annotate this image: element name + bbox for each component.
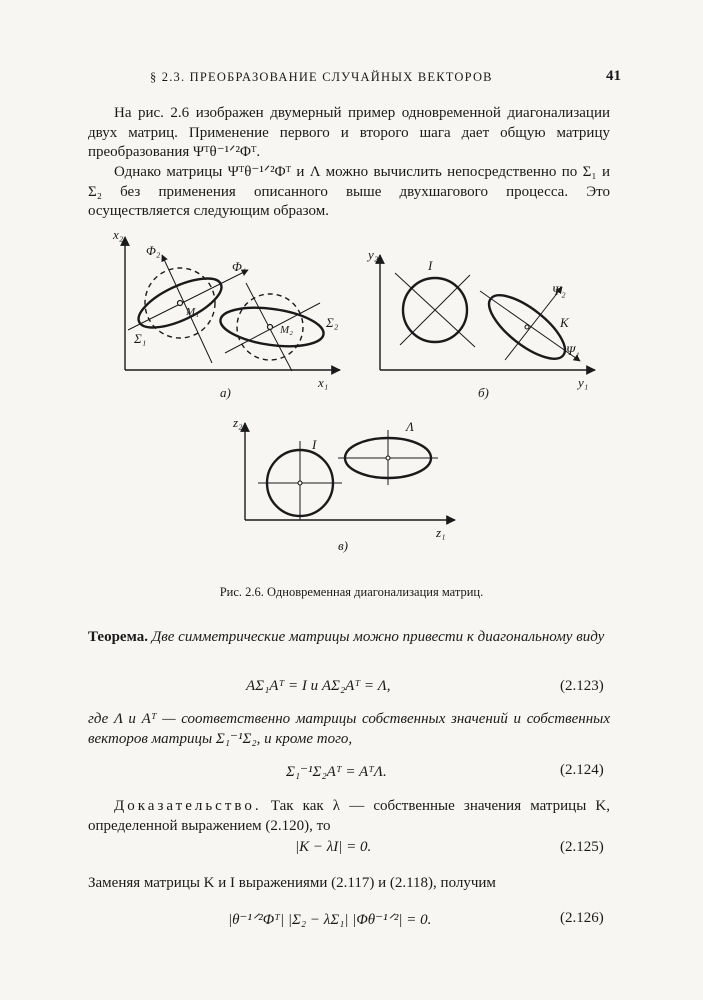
panel-b-psi2-label: Ψ₂	[552, 283, 566, 298]
theorem-text-2: где Λ и Aᵀ — соответственно матрицы собственных значений и собственных векторов матрицы Σ₁⁻¹Σ₂, и кроме того,	[88, 711, 610, 747]
panel-a-sigma2-label: Σ₂	[326, 315, 339, 330]
equation-2-124: Σ₁⁻¹Σ₂Aᵀ = AᵀΛ.	[286, 764, 387, 780]
panel-a-axis-y-label: x₂	[113, 227, 124, 242]
paragraph-2: Однако матрицы Ψᵀθ⁻¹ᐟ²Φᵀ и Λ можно вычислить непосредственно по Σ₁ и Σ₂ без применения описанного выше двухшагового процесса. Это осуществляется следующим образом.	[88, 164, 610, 219]
proof-text-1: Так как λ — собственные значения матрицы K, определенной выражением (2.120), то	[88, 798, 610, 834]
panel-b-identity-label: I	[428, 258, 433, 273]
panel-b	[380, 255, 595, 370]
equation-2-126-number: (2.126)	[560, 910, 604, 926]
panel-a-axis-x-label: x₁	[318, 375, 329, 390]
panel-b-cross-2	[400, 275, 470, 345]
panel-b-psi1-label: Ψ₁	[566, 343, 580, 358]
panel-a-label: а)	[220, 385, 231, 400]
panel-b-label: б)	[478, 385, 489, 400]
equation-2-125: |K − λI| = 0.	[295, 839, 372, 855]
panel-a-phi1-axis	[128, 270, 248, 330]
proof-intro	[88, 797, 610, 836]
theorem-text-1: Две симметрические матрицы можно привести к диагональному виду	[151, 629, 605, 645]
panel-c-axis-y-label: z₂	[233, 415, 243, 430]
panel-a-phi1-label: Φ₁	[232, 259, 247, 274]
equation-2-123: AΣ₁Aᵀ = I и AΣ₂Aᵀ = Λ,	[246, 678, 391, 694]
panel-c	[245, 423, 455, 520]
panel-b-k-label: K	[560, 315, 569, 330]
panel-c-center-1	[298, 481, 302, 485]
panel-c-center-2	[386, 456, 390, 460]
panel-a-sigma1-label: Σ₁	[134, 331, 147, 346]
figure-2-6	[0, 215, 703, 575]
panel-a-mean2-label: M₂	[280, 324, 293, 336]
panel-a-phi2-label: Φ₂	[146, 243, 161, 258]
figure-caption: Рис. 2.6. Одновременная диагонализация матриц.	[219, 585, 484, 599]
paragraph-1: На рис. 2.6 изображен двумерный пример одновременной диагонализации двух матриц. Применение первого и второго шага дает общую матрицу преобразования Ψᵀθ⁻¹ᐟ²Φᵀ.	[88, 105, 610, 160]
running-header: § 2.3. ПРЕОБРАЗОВАНИЕ СЛУЧАЙНЫХ ВЕКТОРОВ	[150, 70, 493, 84]
equation-2-124-number: (2.124)	[560, 762, 604, 778]
equation-2-125-number: (2.125)	[560, 839, 604, 855]
panel-b-axis-x-label: y₁	[578, 375, 589, 390]
panel-c-label: в)	[338, 538, 348, 553]
panel-c-identity-label: I	[312, 437, 317, 452]
proof-text-2: Заменяя матрицы K и I выражениями (2.117) и (2.118), получим	[88, 875, 496, 891]
equation-2-126: |θ⁻¹ᐟ²Φᵀ| |Σ₂ − λΣ₁| |Φθ⁻¹ᐟ²| = 0.	[228, 912, 432, 928]
panel-b-center-dot	[525, 325, 529, 329]
panel-a-mean-2-dot	[268, 325, 273, 330]
proof-head: Доказательство.	[114, 798, 262, 814]
panel-b-axis-y-label: y₂	[368, 247, 379, 262]
theorem-title: Теорема.	[88, 629, 148, 645]
panel-a-mean1-label: M₁	[186, 306, 199, 318]
panel-c-axis-x-label: z₁	[436, 525, 446, 540]
page-number: 41	[606, 68, 621, 84]
theorem-intro	[88, 628, 610, 648]
panel-c-lambda-label: Λ	[406, 419, 414, 434]
panel-a-mean-1-dot	[178, 301, 183, 306]
equation-2-123-number: (2.123)	[560, 678, 604, 694]
